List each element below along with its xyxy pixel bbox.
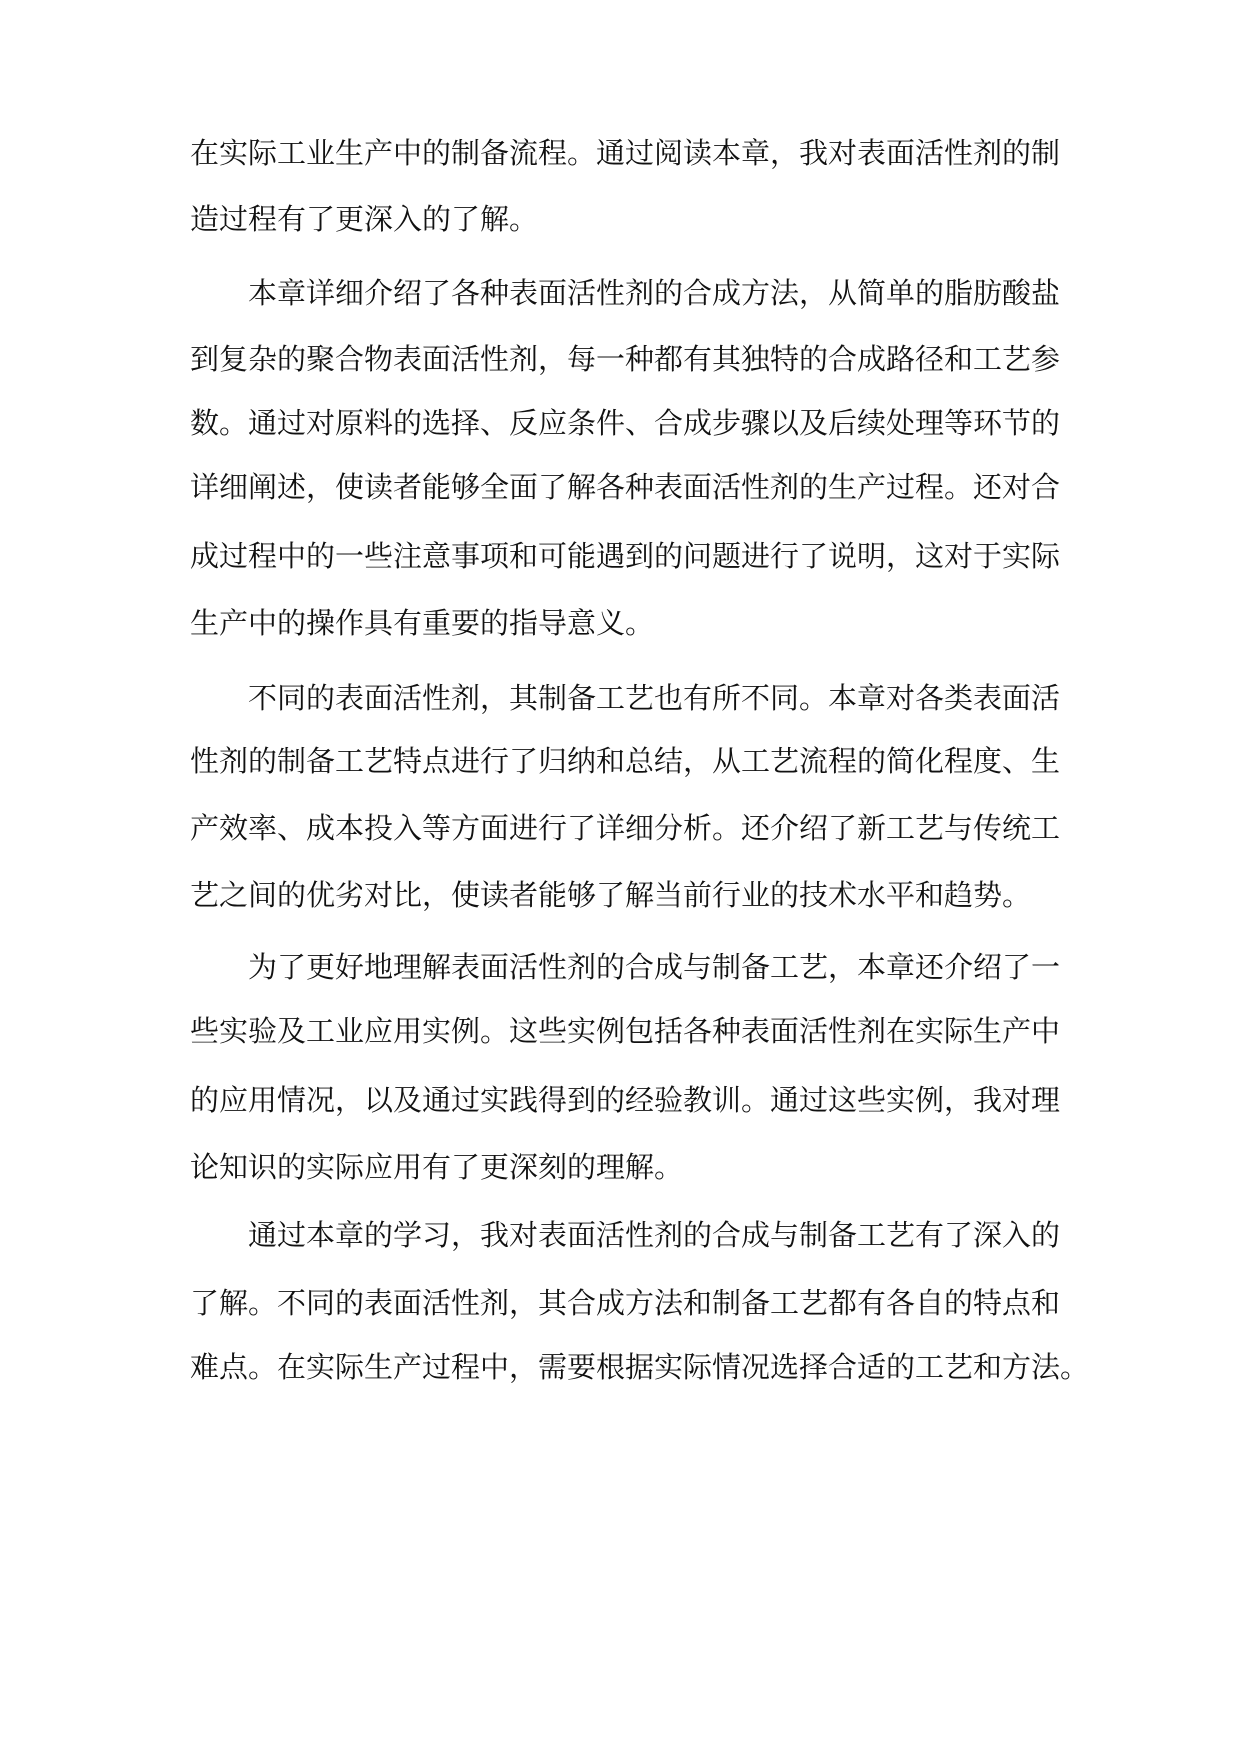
text-line: 的应用情况，以及通过实践得到的经验教训。通过这些实例，我对理 [190, 1083, 1061, 1117]
text-line: 本章详细介绍了各种表面活性剂的合成方法，从简单的脂肪酸盐 [248, 276, 1061, 310]
text-line: 不同的表面活性剂，其制备工艺也有所不同。本章对各类表面活 [248, 681, 1061, 715]
text-line: 难点。在实际生产过程中，需要根据实际情况选择合适的工艺和方法。 [190, 1350, 1090, 1384]
text-line: 论知识的实际应用有了更深刻的理解。 [190, 1150, 684, 1184]
text-line: 通过本章的学习，我对表面活性剂的合成与制备工艺有了深入的 [248, 1218, 1061, 1252]
text-line: 详细阐述，使读者能够全面了解各种表面活性剂的生产过程。还对合 [190, 470, 1061, 504]
text-line: 成过程中的一些注意事项和可能遇到的问题进行了说明，这对于实际 [190, 539, 1061, 573]
text-line: 到复杂的聚合物表面活性剂，每一种都有其独特的合成路径和工艺参 [190, 342, 1061, 376]
text-line: 为了更好地理解表面活性剂的合成与制备工艺，本章还介绍了一 [248, 950, 1061, 984]
text-line: 了解。不同的表面活性剂，其合成方法和制备工艺都有各自的特点和 [190, 1286, 1061, 1320]
text-line: 产效率、成本投入等方面进行了详细分析。还介绍了新工艺与传统工 [190, 811, 1061, 845]
text-line: 造过程有了更深入的了解。 [190, 202, 539, 236]
text-line: 些实验及工业应用实例。这些实例包括各种表面活性剂在实际生产中 [190, 1014, 1061, 1048]
text-line: 数。通过对原料的选择、反应条件、合成步骤以及后续处理等环节的 [190, 406, 1061, 440]
text-line: 在实际工业生产中的制备流程。通过阅读本章，我对表面活性剂的制 [190, 136, 1061, 170]
text-line: 性剂的制备工艺特点进行了归纳和总结，从工艺流程的简化程度、生 [190, 744, 1061, 778]
text-line: 生产中的操作具有重要的指导意义。 [190, 606, 655, 640]
document-page [190, 0, 1090, 1754]
text-line: 艺之间的优劣对比，使读者能够了解当前行业的技术水平和趋势。 [190, 878, 1032, 912]
